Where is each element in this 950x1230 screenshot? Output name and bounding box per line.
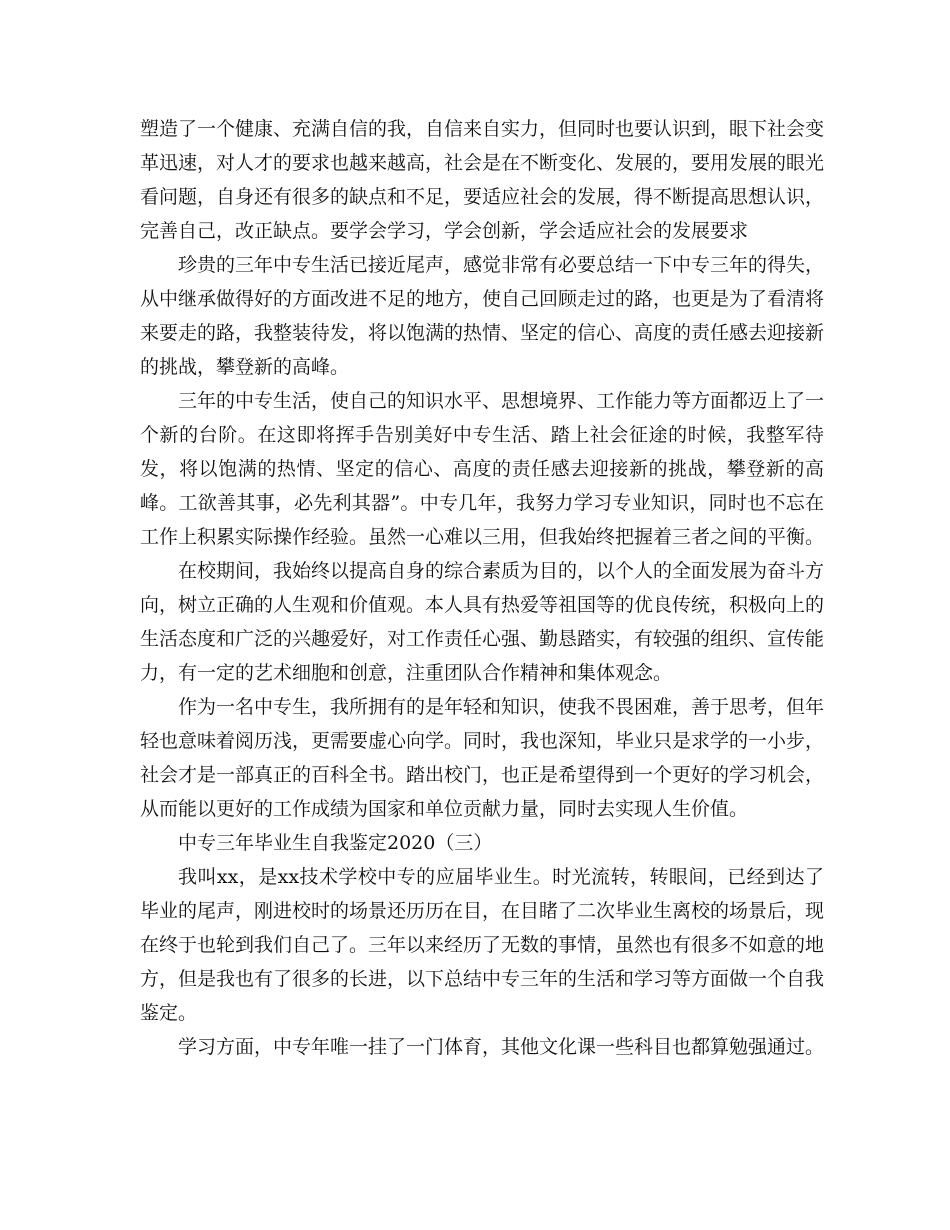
paragraph-3: 三年的中专生活，使自己的知识水平、思想境界、工作能力等方面都迈上了一个新的台阶。在这即将挥手告别美好中专生活、踏上社会征途的时候，我整军待发，将以饱满的热情、坚定的信心、高度的责任感去迎接新的挑战，攀登新的高峰。工欲善其事，必先利其器”。中专几年，我努力学习专业知识，同时也不忘在工作上积累实际操作经验。虽然一心难以三用，但我始终把握着三者之间的平衡。 [140,390,825,548]
paragraph-4: 在校期间，我始终以提高自身的综合素质为目的，以个人的全面发展为奋斗方向，树立正确的人生观和价值观。本人具有热爱等祖国等的优良传统，积极向上的生活态度和广泛的兴趣爱好，对工作责任心强、勤恳踏实，有较强的组织、宣传能力，有一定的艺术细胞和创意，注重团队合作精神和集体观念。 [140,560,825,684]
paragraph-2: 珍贵的三年中专生活已接近尾声，感觉非常有必要总结一下中专三年的得失，从中继承做得好的方面改进不足的地方，使自己回顾走过的路，也更是为了看清将来要走的路，我整装待发，将以饱满的热情、坚定的信心、高度的责任感去迎接新的挑战，攀登新的高峰。 [140,254,825,378]
document-body [140,112,824,1064]
paragraph-6: 我叫xx，是xx技术学校中专的应届毕业生。时光流转，转眼间，已经到达了毕业的尾声，刚进校时的场景还历历在目，在目睹了二次毕业生离校的场景后，现在终于也轮到我们自己了。三年以来经历了无数的事情，虽然也有很多不如意的地方，但是我也有了很多的长进，以下总结中专三年的生活和学习等方面做一个自我鉴定。 [140,866,825,1024]
section-heading: 中专三年毕业生自我鉴定2020（三） [178,832,493,854]
paragraph-7: 学习方面，中专年唯一挂了一门体育，其他文化课一些科目也都算勉强通过。 [178,1036,825,1058]
paragraph-5: 作为一名中专生，我所拥有的是年轻和知识，使我不畏困难，善于思考，但年轻也意味着阅历浅，更需要虚心向学。同时，我也深知，毕业只是求学的一小步，社会才是一部真正的百科全书。踏出校门，也正是希望得到一个更好的学习机会，从而能以更好的工作成绩为国家和单位贡献力量，同时去实现人生价值。 [140,696,825,820]
paragraph-1: 塑造了一个健康、充满自信的我，自信来自实力，但同时也要认识到，眼下社会变革迅速，对人才的要求也越来越高，社会是在不断变化、发展的，要用发展的眼光看问题，自身还有很多的缺点和不足，要适应社会的发展，得不断提高思想认识，完善自己，改正缺点。要学会学习，学会创新，学会适应社会的发展要求 [140,118,825,242]
